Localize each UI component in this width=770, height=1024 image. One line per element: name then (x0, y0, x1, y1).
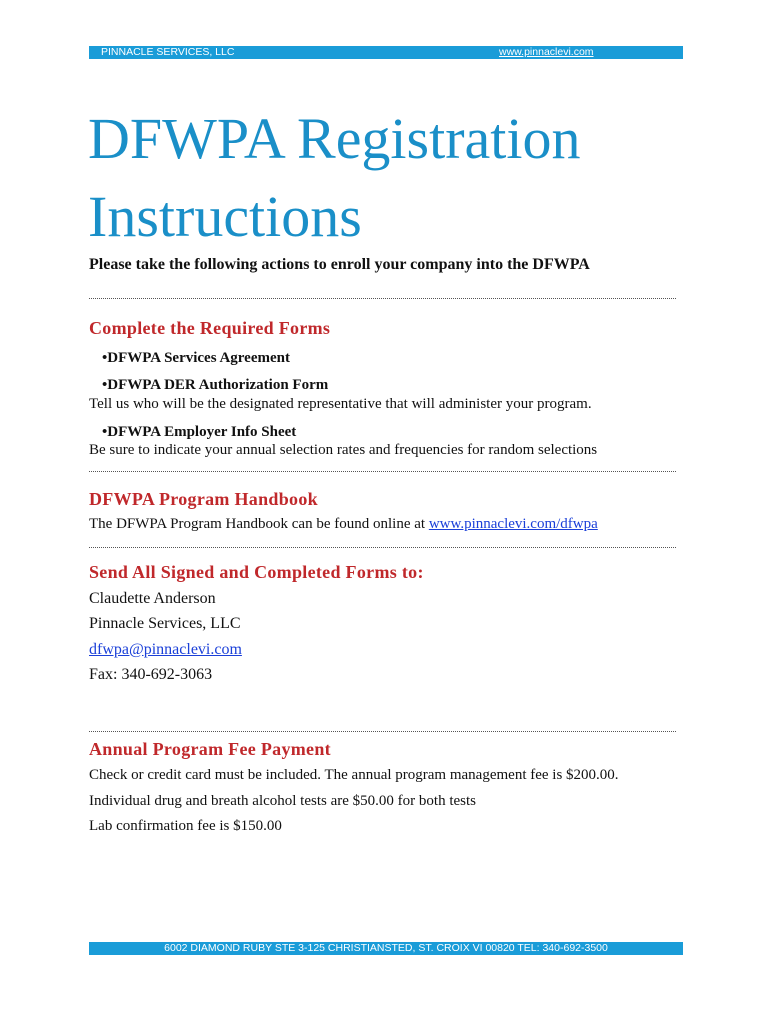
contact-company: Pinnacle Services, LLC (89, 615, 241, 632)
handbook-heading: DFWPA Program Handbook (89, 489, 318, 509)
fee-heading: Annual Program Fee Payment (89, 739, 331, 759)
fee-line-1: Check or credit card must be included. The annual program management fee is $200.00. (89, 767, 619, 783)
fee-line-3: Lab confirmation fee is $150.00 (89, 818, 282, 834)
bullet-icon: • (102, 350, 108, 366)
email-link[interactable]: dfwpa@pinnaclevi.com (89, 641, 242, 658)
send-heading: Send All Signed and Completed Forms to: (89, 562, 424, 582)
bullet-icon: • (102, 377, 108, 393)
form-item-note: Be sure to indicate your annual selection rates and frequencies for random selections (89, 442, 598, 458)
form-item-employer-info (102, 424, 296, 441)
form-item-label: DFWPA Services Agreement (107, 350, 290, 366)
website-link[interactable]: www.pinnaclevi.com (499, 46, 594, 58)
footer-bar: 6002 DIAMOND RUBY STE 3-125 CHRISTIANSTED, ST. CROIX VI 00820 TEL: 340-692-3500 (89, 942, 683, 955)
title-line-2: Instructions (88, 184, 362, 249)
divider (89, 731, 676, 732)
handbook-text (89, 516, 598, 533)
handbook-link[interactable]: www.pinnaclevi.com/dfwpa (428, 516, 598, 532)
contact-fax: Fax: 340-692-3063 (89, 666, 213, 683)
header-bar (89, 46, 683, 59)
page-title (88, 100, 708, 256)
company-name: PINNACLE SERVICES, LLC (101, 46, 235, 58)
form-item-label: DFWPA DER Authorization Form (107, 377, 329, 393)
contact-name: Claudette Anderson (89, 590, 216, 607)
divider (89, 298, 676, 299)
bullet-icon: • (102, 424, 108, 440)
form-item-der-authorization (102, 377, 328, 394)
handbook-text-label: The DFWPA Program Handbook can be found online at (89, 516, 429, 532)
form-item-label: DFWPA Employer Info Sheet (107, 424, 297, 440)
divider (89, 547, 676, 548)
forms-heading: Complete the Required Forms (89, 318, 331, 338)
fee-line-2: Individual drug and breath alcohol tests are $50.00 for both tests (89, 793, 476, 809)
form-item-services-agreement (102, 350, 290, 367)
page-subtitle: Please take the following actions to enroll your company into the DFWPA (89, 256, 590, 273)
divider (89, 471, 676, 472)
contact-email (89, 641, 242, 659)
form-item-note: Tell us who will be the designated representative that will administer your program. (89, 396, 592, 412)
title-line-1: DFWPA Registration (88, 106, 581, 171)
